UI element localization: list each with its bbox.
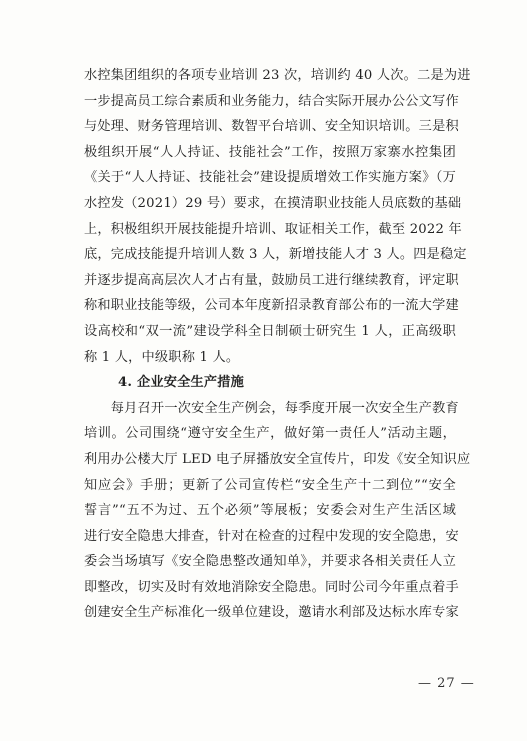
body-line: 知应会》手册；更新了公司宣传栏“安全生产十二到位”“安全 (84, 477, 456, 493)
section-heading: 4. 企业安全生产措施 (118, 375, 245, 391)
body-line: 称和职业技能等级，公司本年度新招录教育部公布的一流大学建 (84, 298, 459, 314)
body-line: 一步提高员工综合素质和业务能力，结合实际开展办公公文写作 (84, 93, 459, 109)
body-line: 上，积极组织开展技能提升培训、取证相关工作，截至 2022 年 (84, 221, 462, 237)
body-line: 底，完成技能提升培训人数 3 人，新增技能人才 3 人。四是稳定 (84, 247, 467, 263)
body-line: 水控集团组织的各项专业培训 23 次，培训约 40 人次。二是为进 (84, 68, 471, 83)
body-text (84, 63, 471, 626)
body-line: 极组织开展“人人持证、技能社会”工作，按照万家寨水控集团 (84, 144, 456, 160)
body-line: 进行安全隐患大排查，针对在检查的过程中发现的安全隐患，安 (84, 528, 459, 544)
body-line: 并逐步提高高层次人才占有量，鼓励员工进行继续教育，评定职 (84, 272, 459, 288)
body-line: 水控发（2021）29 号）要求，在摸清职业技能人员底数的基础 (84, 195, 462, 211)
body-line: 创建安全生产标准化一级单位建设，邀请水利部及达标水库专家 (84, 605, 459, 621)
body-line: 《关于“人人持证、技能社会”建设提质增效工作实施方案》（万 (84, 170, 456, 186)
page-number: — 27 — (418, 676, 475, 691)
body-line: 利用办公楼大厅 LED 电子屏播放安全宣传片，印发《安全知识应 (84, 451, 471, 467)
body-line: 即整改，切实及时有效地消除安全隐患。同时公司今年重点着手 (84, 579, 459, 595)
body-line: 称 1 人，中级职称 1 人。 (84, 349, 240, 365)
body-line: 设高校和“双一流”建设学科全日制硕士研究生 1 人，正高级职 (84, 323, 456, 339)
body-line: 委会当场填写《安全隐患整改通知单》，并要求各相关责任人立 (84, 554, 456, 570)
body-line: 每月召开一次安全生产例会，每季度开展一次安全生产教育 (84, 400, 459, 416)
body-line: 与处理、财务管理培训、数智平台培训、安全知识培训。三是积 (84, 119, 459, 135)
body-line: 培训。公司围绕“遵守安全生产，做好第一责任人”活动主题， (84, 426, 456, 442)
body-line: 誓言”“五不为过、五个必须”等展板；安委会对生产生活区域 (84, 503, 456, 519)
